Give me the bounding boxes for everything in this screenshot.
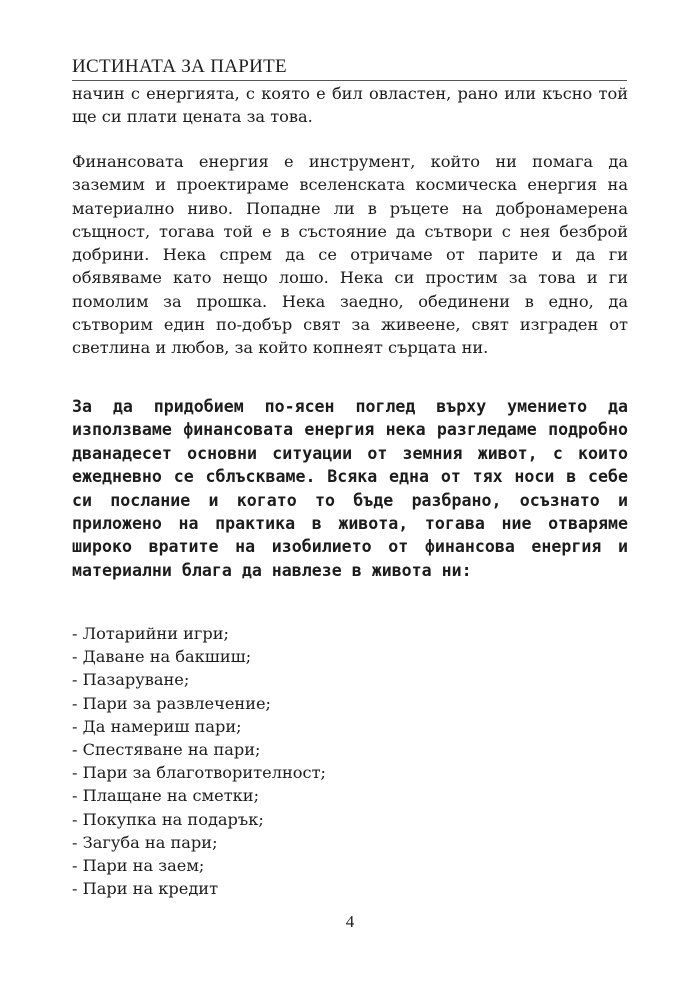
list-item: - Пари на кредит (72, 879, 219, 899)
list-item: - Спестяване на пари; (72, 740, 261, 760)
list-item: - Загуба на пари; (72, 832, 218, 852)
list-item: - Лотарийни игри; (72, 624, 230, 643)
paragraph-bold-intro: За да придобием по-ясен поглед върху умението да използваме финансовата енергия нека разгледаме подробно дванадесет основни ситуации от земния живот, с които ежедневно се сблъскваме. Всяка една от тях носи в себе си послание и когато то бъде разбрано, осъзнато и приложено на практика в живота, тогава ние отваряме широко вратите на изобилието от финансова енергия и материални блага да навлезе в живота ни: (72, 397, 628, 580)
situations-list (72, 622, 628, 900)
list-item: - Пари за благотворителност; (72, 763, 327, 783)
page-number: 4 (345, 912, 355, 931)
paragraph-continuation: начин с енергията, с която е бил овластен, рано или късно той ще си плати цената за това. (72, 84, 628, 127)
paragraph-financial-energy: Финансовата енергия е инструмент, който ни помага да заземим и проектираме вселенската космическа енергия на материално ниво. Попадне ли в ръцете на добронамерена същност, тогава той е в състояние да сътвори с нея безброй добрини. Нека спрем да се отричаме от парите и да ги обявяваме като нещо лошо. Нека си простим за това и ги помолим за прошка. Нека заедно, обединени в едно, да сътворим един по-добър свят за живеене, свят изграден от светлина и любов, за който копнеят сърцата ни. (72, 152, 628, 358)
list-item: - Плащане на сметки; (72, 786, 260, 806)
list-item: - Пазаруване; (72, 670, 190, 690)
list-item: - Покупка на подарък; (72, 809, 264, 829)
list-item: - Пари за развлечение; (72, 693, 272, 713)
list-item: - Да намериш пари; (72, 716, 242, 736)
list-item: - Даване на бакшиш; (72, 647, 252, 667)
running-header-title: ИСТИНАТА ЗА ПАРИТЕ (72, 56, 287, 77)
list-item: - Пари на заем; (72, 856, 205, 876)
header-rule (72, 80, 627, 81)
